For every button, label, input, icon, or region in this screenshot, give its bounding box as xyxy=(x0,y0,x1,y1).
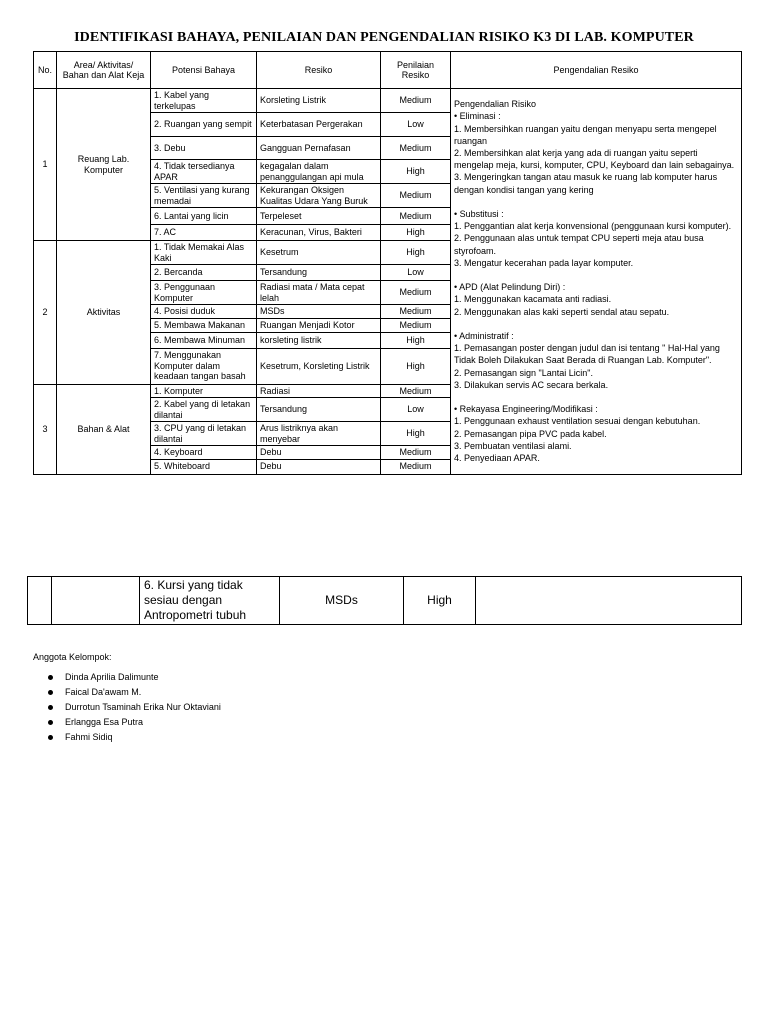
potensi-cell: 3. Penggunaan Komputer xyxy=(151,281,257,305)
pengendalian-line: 2. Pemasangan sign "Lantai Licin". xyxy=(454,367,593,378)
extra-nilai-cell: High xyxy=(404,577,476,625)
potensi-cell: 7. AC xyxy=(151,225,257,241)
header-pengendalian: Pengendalian Resiko xyxy=(451,52,742,89)
area-cell: Aktivitas xyxy=(57,241,151,385)
resiko-cell: Debu xyxy=(257,446,381,460)
resiko-cell: Terpeleset xyxy=(257,208,381,225)
penilaian-cell: Medium xyxy=(381,384,451,398)
potensi-cell: 4. Tidak tersedianya APAR xyxy=(151,160,257,184)
row-number: 3 xyxy=(34,384,57,474)
penilaian-cell: High xyxy=(381,332,451,348)
pengendalian-line: 2. Penggunaan alas untuk tempat CPU seperti meja atau busa styrofoam. xyxy=(454,233,707,256)
header-no: No. xyxy=(34,52,57,89)
extra-resiko-cell: MSDs xyxy=(280,577,404,625)
pengendalian-line: 2. Membersihkan alat kerja yang ada di ruangan yaitu seperti mengelap meja, kursi, komputer, CPU, Keyboard dan lain sebagainya. xyxy=(454,148,735,171)
pengendalian-line: • Administratif : xyxy=(454,331,514,342)
members-title: Anggota Kelompok: xyxy=(33,652,112,662)
member-item: Faical Da'awam M. xyxy=(33,685,221,700)
penilaian-cell: Medium xyxy=(381,89,451,113)
penilaian-cell: Medium xyxy=(381,281,451,305)
header-penilaian: Penilaian Resiko xyxy=(381,52,451,89)
extra-no-cell xyxy=(28,577,52,625)
pengendalian-line: 1. Penggunaan exhaust ventilation sesuai dengan kebutuhan. xyxy=(454,416,701,427)
pengendalian-line: 3. Mengatur kecerahan pada layar komputer. xyxy=(454,257,634,268)
potensi-cell: 2. Kabel yang di letakan dilantai xyxy=(151,398,257,422)
pengendalian-line xyxy=(454,269,738,281)
pengendalian-line xyxy=(454,391,738,403)
penilaian-cell: Medium xyxy=(381,318,451,332)
table-header-row xyxy=(34,52,742,89)
member-item: Dinda Aprilia Dalimunte xyxy=(33,670,221,685)
pengendalian-line: 1. Pemasangan poster dengan judul dan isi tentang " Hal-Hal yang Tidak Boleh Dilakukan Saat Berada di Ruangan Lab. Komputer". xyxy=(454,343,723,366)
header-potensi: Potensi Bahaya xyxy=(151,52,257,89)
penilaian-cell: Medium xyxy=(381,137,451,160)
document-title: IDENTIFIKASI BAHAYA, PENILAIAN DAN PENGENDALIAN RISIKO K3 DI LAB. KOMPUTER xyxy=(74,30,694,45)
resiko-cell: Gangguan Pernafasan xyxy=(257,137,381,160)
penilaian-cell: Medium xyxy=(381,184,451,208)
pengendalian-line xyxy=(454,196,738,208)
resiko-cell: Ruangan Menjadi Kotor xyxy=(257,318,381,332)
resiko-cell: Radiasi xyxy=(257,384,381,398)
penilaian-cell: Low xyxy=(381,265,451,281)
resiko-cell: Keterbatasan Pergerakan xyxy=(257,113,381,137)
member-item: Erlangga Esa Putra xyxy=(33,715,221,730)
extra-table xyxy=(27,576,742,625)
area-cell: Reuang Lab. Komputer xyxy=(57,89,151,241)
penilaian-cell: Low xyxy=(381,398,451,422)
potensi-cell: 6. Membawa Minuman xyxy=(151,332,257,348)
extra-area-cell xyxy=(52,577,140,625)
resiko-cell: Debu xyxy=(257,459,381,474)
resiko-cell: Kesetrum xyxy=(257,241,381,265)
penilaian-cell: Medium xyxy=(381,459,451,474)
potensi-cell: 4. Posisi duduk xyxy=(151,305,257,319)
pengendalian-line: • Rekayasa Engineering/Modifikasi : xyxy=(454,404,598,415)
potensi-cell: 3. CPU yang di letakan dilantai xyxy=(151,422,257,446)
resiko-cell: korsleting listrik xyxy=(257,332,381,348)
pengendalian-line: • Substitusi : xyxy=(454,209,504,220)
area-cell: Bahan & Alat xyxy=(57,384,151,474)
potensi-cell: 4. Keyboard xyxy=(151,446,257,460)
resiko-cell: Kesetrum, Korsleting Listrik xyxy=(257,348,381,384)
resiko-cell: Tersandung xyxy=(257,398,381,422)
potensi-cell: 1. Tidak Memakai Alas Kaki xyxy=(151,241,257,265)
potensi-cell: 6. Lantai yang licin xyxy=(151,208,257,225)
header-area: Area/ Aktivitas/ Bahan dan Alat Keja xyxy=(57,52,151,89)
penilaian-cell: Medium xyxy=(381,305,451,319)
pengendalian-line: 2. Pemasangan pipa PVC pada kabel. xyxy=(454,428,607,439)
penilaian-cell: Medium xyxy=(381,446,451,460)
penilaian-cell: High xyxy=(381,422,451,446)
resiko-cell: MSDs xyxy=(257,305,381,319)
resiko-cell: Arus listriknya akan menyebar xyxy=(257,422,381,446)
extra-row xyxy=(28,577,742,625)
resiko-cell: Korsleting Listrik xyxy=(257,89,381,113)
potensi-cell: 7. Menggunakan Komputer dalam keadaan tangan basah xyxy=(151,348,257,384)
pengendalian-line: 4. Penyediaan APAR. xyxy=(454,453,540,464)
penilaian-cell: Low xyxy=(381,113,451,137)
potensi-cell: 2. Ruangan yang sempit xyxy=(151,113,257,137)
potensi-cell: 3. Debu xyxy=(151,137,257,160)
row-number: 1 xyxy=(34,89,57,241)
resiko-cell: Tersandung xyxy=(257,265,381,281)
pengendalian-line: 2. Menggunakan alas kaki seperti sendal atau sepatu. xyxy=(454,306,670,317)
pengendalian-line: 1. Menggunakan kacamata anti radiasi. xyxy=(454,294,612,305)
risk-table xyxy=(33,51,742,475)
member-item: Fahmi Sidiq xyxy=(33,730,221,745)
members-list xyxy=(33,670,221,745)
resiko-cell: Keracunan, Virus, Bakteri xyxy=(257,225,381,241)
extra-pengendalian-cell xyxy=(476,577,742,625)
potensi-cell: 5. Membawa Makanan xyxy=(151,318,257,332)
penilaian-cell: High xyxy=(381,225,451,241)
penilaian-cell: High xyxy=(381,160,451,184)
pengendalian-cell xyxy=(451,89,742,475)
table-row xyxy=(34,89,742,113)
penilaian-cell: High xyxy=(381,241,451,265)
pengendalian-line: 1. Penggantian alat kerja konvensional (penggunaan kursi komputer). xyxy=(454,221,732,232)
pengendalian-line: • Eliminasi : xyxy=(454,111,501,122)
potensi-cell: 5. Ventilasi yang kurang memadai xyxy=(151,184,257,208)
pengendalian-line: 3. Dilakukan servis AC secara berkala. xyxy=(454,379,609,390)
potensi-cell: 5. Whiteboard xyxy=(151,459,257,474)
potensi-cell: 1. Komputer xyxy=(151,384,257,398)
penilaian-cell: Medium xyxy=(381,208,451,225)
penilaian-cell: High xyxy=(381,348,451,384)
resiko-cell: Kekurangan Oksigen Kualitas Udara Yang Buruk xyxy=(257,184,381,208)
resiko-cell: kegagalan dalam penanggulangan api mula xyxy=(257,160,381,184)
row-number: 2 xyxy=(34,241,57,385)
pengendalian-line: Pengendalian Risiko xyxy=(454,99,537,110)
pengendalian-line: • APD (Alat Pelindung Diri) : xyxy=(454,282,566,293)
potensi-cell: 1. Kabel yang terkelupas xyxy=(151,89,257,113)
header-resiko: Resiko xyxy=(257,52,381,89)
potensi-cell: 2. Bercanda xyxy=(151,265,257,281)
pengendalian-line: 1. Membersihkan ruangan yaitu dengan menyapu serta mengepel ruangan xyxy=(454,123,720,146)
resiko-cell: Radiasi mata / Mata cepat lelah xyxy=(257,281,381,305)
pengendalian-line: 3. Pembuatan ventilasi alami. xyxy=(454,440,572,451)
pengendalian-line: 3. Mengeringkan tangan atau masuk ke ruang lab komputer harus dengan kondisi tangan yang kering xyxy=(454,172,720,195)
extra-potensi-cell: 6. Kursi yang tidak sesiau dengan Antropometri tubuh xyxy=(140,577,280,625)
pengendalian-line xyxy=(454,318,738,330)
member-item: Durrotun Tsaminah Erika Nur Oktaviani xyxy=(33,700,221,715)
